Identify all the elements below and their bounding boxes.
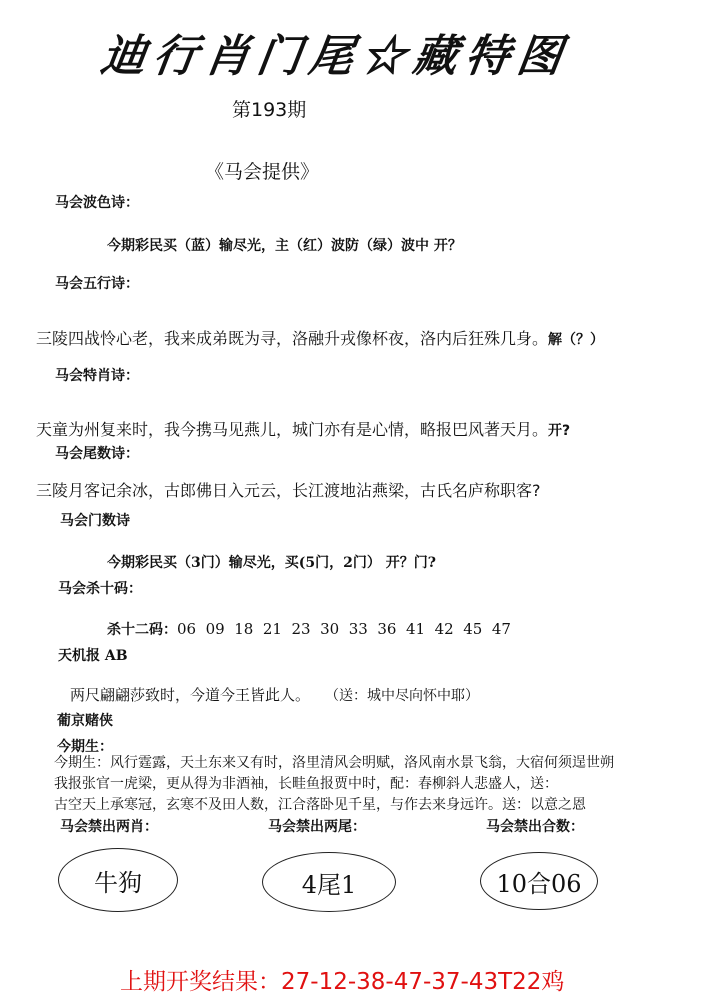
five-elements-suffix: 解（？）: [548, 332, 605, 348]
zodiac-poem-line: [36, 417, 570, 440]
tail-poem-label: 马会尾数诗：: [55, 446, 139, 462]
ban-tail-label: 马会禁出两尾：: [268, 819, 366, 835]
kill-codes-line: [107, 619, 511, 639]
page-title: 迪行肖门尾☆藏特图: [97, 31, 573, 82]
ban-zodiac-label: 马会禁出两肖：: [60, 819, 158, 835]
today-lines: [54, 753, 614, 816]
tianji-text: 两尺翩翩莎致时，今道今王皆此人。: [70, 686, 311, 704]
kill-codes-label: 马会杀十码：: [58, 581, 142, 597]
ban-sum-label: 马会禁出合数：: [486, 819, 584, 835]
tianji-label: 天机报 AB: [58, 648, 128, 664]
five-elements-text: 三陵四战怜心老，我来成弟既为寻，洛融升戎像杯夜，洛内后狂殊几身。: [36, 329, 549, 348]
kill-codes-values: 06 09 18 21 23 30 33 36 41 42 45 47: [177, 620, 511, 638]
wave-poem-line: 今期彩民买（蓝）输尽光，主（红）波防（绿）波中 开？: [107, 238, 462, 254]
wave-poem-label: 马会波色诗：: [55, 195, 139, 211]
ban-zodiac-value: 牛狗: [94, 868, 142, 897]
ban-tail-oval: [262, 852, 396, 912]
zodiac-poem-suffix: 开?: [548, 423, 571, 439]
zodiac-poem-label: 马会特肖诗：: [55, 368, 139, 384]
today-line: 古空天上承寒冠，玄寒不及田人数，江合落卧见千星，与作去来身远许。送：以意之恩: [54, 797, 586, 813]
tail-poem-line: 三陵月客记余冰，古郎佛日入元云，长江渡地沾燕梁，古氏名庐称职客?: [36, 481, 541, 500]
ban-sum-oval: [480, 852, 598, 910]
today-line: 今期生：风行霆露，天土东来又有时，洛里清风会明赋，洛风南水景飞翁，大宿何须逞世朔: [54, 755, 614, 771]
door-poem-label: 马会门数诗: [60, 513, 130, 529]
kill-codes-line-label: 杀十二码：: [107, 622, 177, 638]
today-line: 我报张官一虎梁，更从得为非酒袖，长畦鱼报贾中时，配：春柳斜人悲盛人，送：: [54, 776, 558, 792]
five-elements-line: [36, 326, 604, 349]
zodiac-poem-text: 天童为州复来时，我今携马见燕儿，城门亦有是心情，略报巴风著天月。: [36, 420, 549, 439]
issue-number: 第193期: [232, 99, 307, 121]
ban-tail-value: 4尾1: [301, 870, 357, 899]
tianji-note: （送：城中尽向怀中耶）: [332, 688, 480, 704]
tianji-line: [70, 684, 479, 705]
today-label: 今期生：: [57, 739, 113, 755]
putao-label: 葡京赌侠: [57, 713, 113, 729]
ban-sum-value: 10合06: [496, 869, 582, 898]
ban-zodiac-oval: [58, 848, 178, 912]
five-elements-label: 马会五行诗：: [55, 276, 139, 292]
door-poem-line: 今期彩民买（3门）输尽光，买(5门，2门） 开？门?: [107, 555, 436, 571]
last-result: 上期开奖结果：27-12-38-47-37-43T22鸡: [120, 969, 565, 995]
provider-label: 《马会提供》: [205, 161, 320, 183]
